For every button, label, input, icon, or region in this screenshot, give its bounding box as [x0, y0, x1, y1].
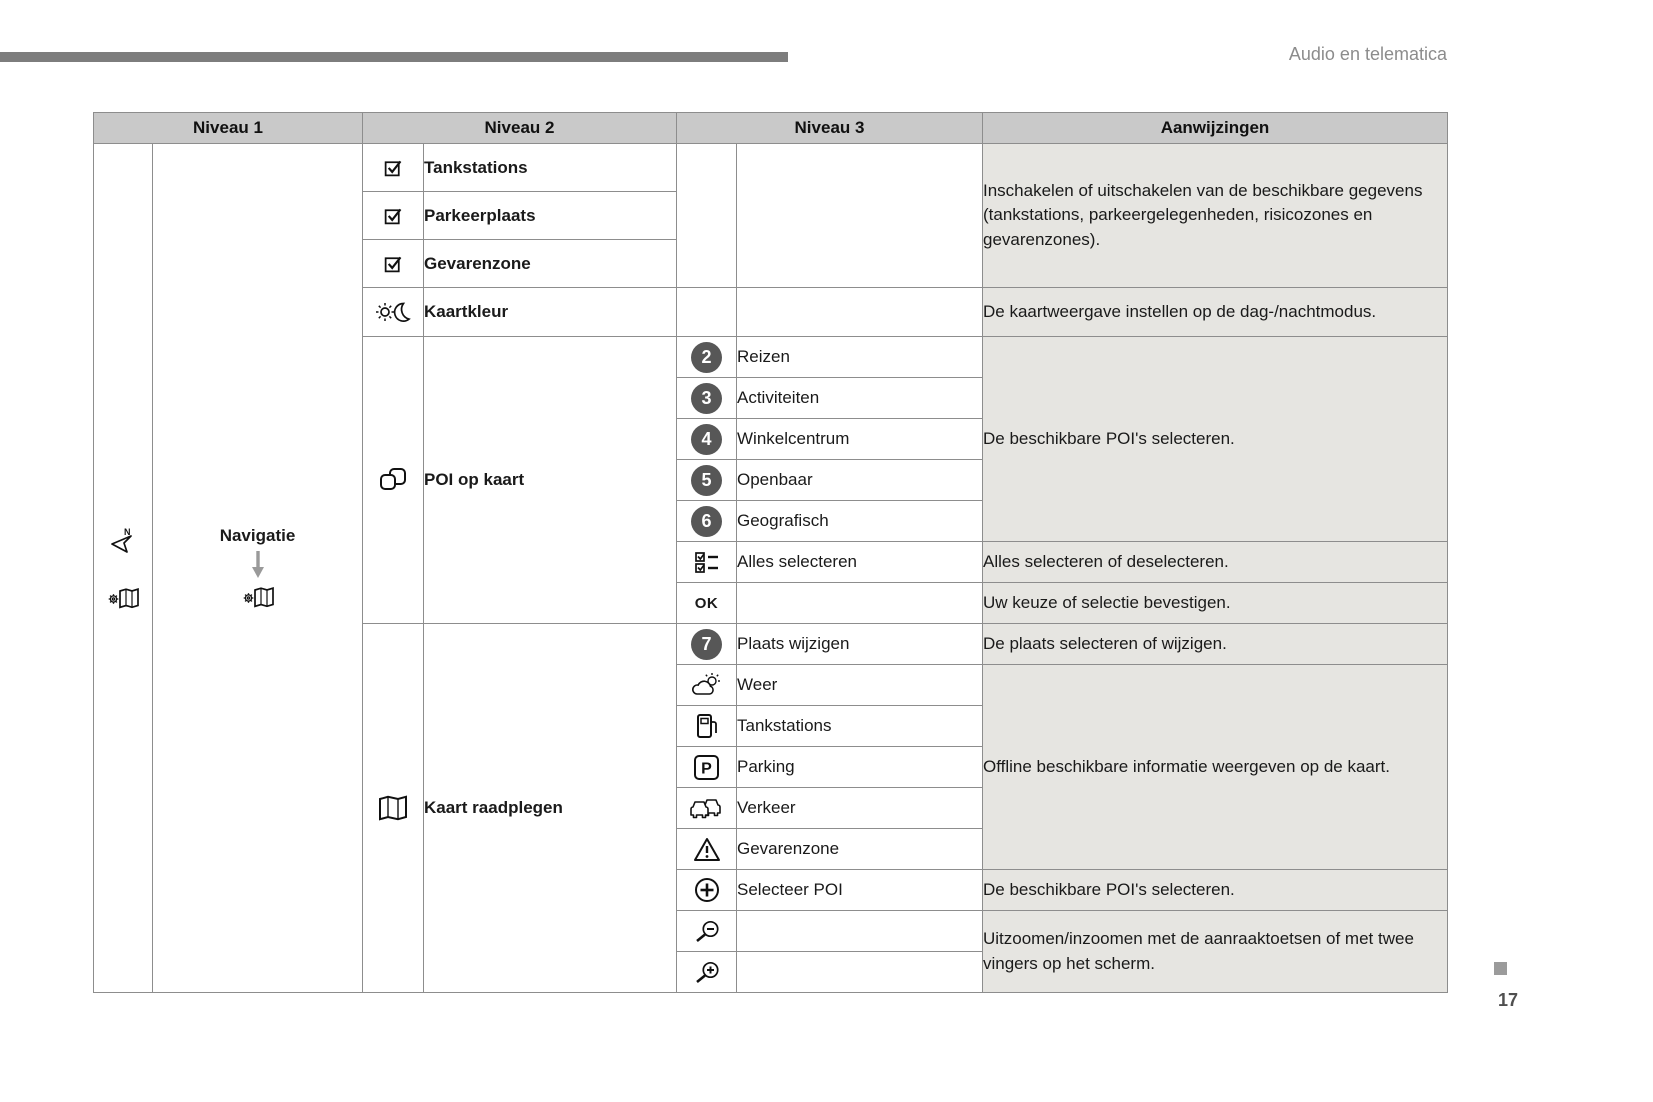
- menu-number-badge: 4: [691, 424, 722, 455]
- niveau2-icon-cell: [363, 288, 424, 337]
- checklist-icon: [677, 550, 736, 575]
- niveau3-icon-cell: [677, 788, 737, 829]
- niveau3-icon-cell: [677, 583, 737, 624]
- niveau3-icon-cell-empty: [677, 288, 737, 337]
- niveau3-label-winkelcentrum: Winkelcentrum: [737, 419, 983, 460]
- niveau3-icon-cell: [677, 952, 737, 993]
- down-arrow-icon: [250, 551, 266, 579]
- add-poi-icon: [677, 876, 736, 904]
- zoom-in-icon: [677, 960, 736, 985]
- aanwijzing-offline-info: Offline beschikbare informatie weergeven op de kaart.: [983, 665, 1448, 870]
- section-end-marker: [1494, 962, 1507, 975]
- top-accent-bar: [0, 52, 788, 62]
- aanwijzing-selecteer-poi: De beschikbare POI's selecteren.: [983, 870, 1448, 911]
- table-header-row: [94, 113, 1448, 144]
- niveau1-label: Navigatie: [219, 525, 296, 545]
- map-settings-icon: [106, 585, 140, 612]
- niveau2-label-kaart-raadplegen: Kaart raadplegen: [424, 624, 677, 993]
- section-title: Audio en telematica: [1288, 44, 1447, 64]
- aanwijzing-plaats-wijzigen: De plaats selecteren of wijzigen.: [983, 624, 1448, 665]
- niveau2-icon-cell: [363, 192, 424, 240]
- niveau2-icon-cell: [363, 144, 424, 192]
- header-niveau1: Niveau 1: [94, 113, 363, 144]
- niveau3-label-openbaar: Openbaar: [737, 460, 983, 501]
- niveau3-label-selecteer-poi: Selecteer POI: [737, 870, 983, 911]
- niveau3-label-cell-empty: [737, 144, 983, 288]
- menu-number-badge: 7: [691, 629, 722, 660]
- map-icon: [363, 794, 423, 822]
- niveau3-icon-cell: [677, 747, 737, 788]
- table-row: [94, 144, 1448, 192]
- aanwijzing-beschikbare-gegevens: Inschakelen of uitschakelen van de beschikbare gegevens (tankstations, parkeergelegenheden, risicozones en gevarenzones).: [983, 144, 1448, 288]
- niveau3-icon-cell: [677, 706, 737, 747]
- header-niveau2: Niveau 2: [363, 113, 677, 144]
- niveau3-icon-cell: [677, 460, 737, 501]
- niveau2-label-parkeerplaats: Parkeerplaats: [424, 192, 677, 240]
- aanwijzing-kaartkleur: De kaartweergave instellen op de dag-/nachtmodus.: [983, 288, 1448, 337]
- zoom-out-icon: [677, 919, 736, 944]
- page-number: 17: [1498, 990, 1519, 1010]
- niveau3-icon-cell: [677, 665, 737, 706]
- fuel-pump-icon: [677, 712, 736, 740]
- niveau2-label-kaartkleur: Kaartkleur: [424, 288, 677, 337]
- header-aanwijzingen: Aanwijzingen: [983, 113, 1448, 144]
- niveau3-label-plaats-wijzigen: Plaats wijzigen: [737, 624, 983, 665]
- niveau3-icon-cell: [677, 624, 737, 665]
- niveau3-label-tankstations: Tankstations: [737, 706, 983, 747]
- svg-text:N: N: [124, 526, 131, 537]
- checkbox-checked-icon: [363, 157, 423, 178]
- niveau2-label-gevarenzone: Gevarenzone: [424, 240, 677, 288]
- aanwijzing-zoom: Uitzoomen/inzoomen met de aanraaktoetsen of met twee vingers op het scherm.: [983, 911, 1448, 993]
- map-settings-icon: [241, 584, 275, 611]
- niveau3-label-activiteiten: Activiteiten: [737, 378, 983, 419]
- parking-icon: [677, 754, 736, 781]
- niveau3-icon-cell: [677, 337, 737, 378]
- niveau2-label-tankstations: Tankstations: [424, 144, 677, 192]
- niveau2-label-poi-op-kaart: POI op kaart: [424, 337, 677, 624]
- aanwijzing-alles-selecteren: Alles selecteren of deselecteren.: [983, 542, 1448, 583]
- niveau3-icon-cell: [677, 911, 737, 952]
- niveau3-icon-cell: [677, 542, 737, 583]
- niveau3-label-weer: Weer: [737, 665, 983, 706]
- niveau2-icon-cell: [363, 240, 424, 288]
- menu-number-badge: 5: [691, 465, 722, 496]
- niveau3-icon-cell: [677, 870, 737, 911]
- niveau3-icon-cell: [677, 419, 737, 460]
- niveau3-label-alles-selecteren: Alles selecteren: [737, 542, 983, 583]
- menu-number-badge: 6: [691, 506, 722, 537]
- checkbox-checked-icon: [363, 205, 423, 226]
- niveau3-icon-cell-empty: [677, 144, 737, 288]
- menu-number-badge: 3: [691, 383, 722, 414]
- ok-label: OK: [694, 595, 719, 612]
- day-night-icon: [363, 301, 423, 323]
- niveau1-icon-cell: [94, 144, 153, 993]
- checkbox-checked-icon: [363, 253, 423, 274]
- niveau3-icon-cell: [677, 829, 737, 870]
- poi-map-icon: [363, 465, 423, 495]
- niveau1-label-cell: [153, 144, 363, 993]
- niveau2-icon-cell: [363, 624, 424, 993]
- menu-table: [93, 112, 1448, 993]
- niveau3-label-cell-empty: [737, 952, 983, 993]
- niveau2-icon-cell: [363, 337, 424, 624]
- niveau3-label-gevarenzone: Gevarenzone: [737, 829, 983, 870]
- niveau3-icon-cell: [677, 501, 737, 542]
- traffic-icon: [677, 796, 736, 820]
- aanwijzing-ok: Uw keuze of selectie bevestigen.: [983, 583, 1448, 624]
- svg-text:P: P: [701, 760, 712, 777]
- weather-icon: [677, 672, 736, 698]
- niveau3-label-cell-empty: [737, 288, 983, 337]
- aanwijzing-poi-selecteren: De beschikbare POI's selecteren.: [983, 337, 1448, 542]
- niveau3-label-cell-empty: [737, 583, 983, 624]
- niveau3-label-geografisch: Geografisch: [737, 501, 983, 542]
- compass-north-icon: [108, 525, 138, 557]
- niveau3-label-verkeer: Verkeer: [737, 788, 983, 829]
- header-niveau3: Niveau 3: [677, 113, 983, 144]
- niveau3-label-cell-empty: [737, 911, 983, 952]
- menu-number-badge: 2: [691, 342, 722, 373]
- niveau3-label-reizen: Reizen: [737, 337, 983, 378]
- niveau3-icon-cell: [677, 378, 737, 419]
- niveau3-label-parking: Parking: [737, 747, 983, 788]
- warning-triangle-icon: [677, 837, 736, 862]
